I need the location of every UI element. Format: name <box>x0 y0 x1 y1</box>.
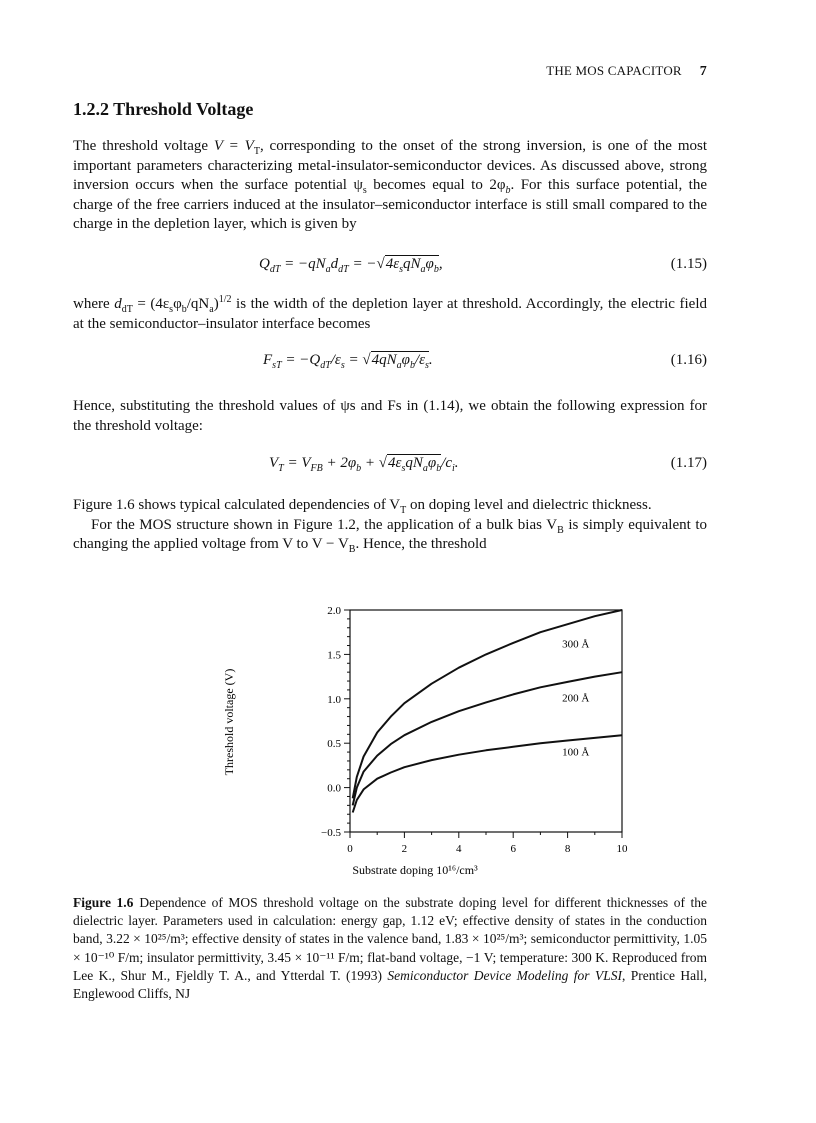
equation-number: (1.17) <box>670 455 707 471</box>
x-tick-label: 8 <box>564 843 571 855</box>
equation-1-16: $F_{sT} = -Q_{dT}/\varepsilon_s = √4qN_a\varphi_b/\varepsilon_s$. (1.16) <box>263 352 707 371</box>
x-tick-label: 10 <box>616 843 628 855</box>
paragraph-1: The threshold voltage $V = V_T$, corresponding to the onset of the strong inversion, is one of the most important parameters characterizing metal-insulator-semiconductor devices. As discussed above, strong inversion occurs when the surface potential $\psi_s$ becomes equal to $2\varphi_b$. For this surface potential, the charge of the free carriers induced at the insulator–semiconductor interface is still small compared to the charge in the depletion layer, which is given by <box>73 138 708 232</box>
x-tick-label: 0 <box>347 843 353 855</box>
series-label: 200 Å <box>562 692 590 705</box>
y-tick-label: 2.0 <box>327 605 341 617</box>
paragraph-3: Hence, substituting the threshold values of ψs and Fs in (1.14), we obtain the following expression for the threshold voltage: <box>73 398 707 434</box>
x-axis-label: Substrate doping 10¹⁶/cm³ <box>352 863 478 877</box>
paragraph-2: where $d_{dT} = (4\varepsilon_s\varphi_b/qN_a)^{1/2}$ is the width of the depletion layer at threshold. Accordingly, the electric field at the semiconductor–insulator interface becomes <box>73 294 708 332</box>
x-tick-label: 4 <box>456 843 462 855</box>
equation-1-15: $Q_{dT} = -qN_ad_{dT} = -√4\varepsilon_sqN_a\varphi_b$, (1.15) <box>259 256 707 275</box>
y-tick-label: 1.0 <box>327 693 341 706</box>
figure-caption: Figure 1.6 Dependence of MOS threshold voltage on the substrate doping level for different thicknesses of the dielectric layer. Parameters used in calculation: energy gap, 1.12 eV; effective density of states in the conduction band, 3.22 × 10²⁵/m³; effective density of states in the valence band, 1.83 × 10²⁵/m³; semiconductor permittivity, 1.05 × 10⁻¹⁰ F/m; insulator permittivity, 3.45 × 10⁻¹¹ F/m; flat-band voltage, −1 V; temperature: 300 K. Reproduced from Lee K., Shur M., Fjeldly T. A., and Ytterdal T. (1993) Semiconductor Device Modeling for VLSI, Prentice Hall, Englewood Cliffs, NJ <box>73 895 707 1002</box>
y-tick-label: 1.5 <box>327 649 341 662</box>
x-tick-label: 6 <box>510 843 516 855</box>
series-label: 100 Å <box>562 746 590 759</box>
running-head <box>546 63 707 80</box>
y-tick-label: −0.5 <box>321 827 341 839</box>
paragraph-4: Figure 1.6 shows typical calculated dependencies of $V_T$ on doping level and dielectric thickness. For the MOS structure shown in Figure 1.2, the application of a bulk bias $V_B$ is simply equivalent to changing the applied voltage from V to $V - V_B$. Hence, the threshold <box>73 497 707 555</box>
threshold-voltage-chart <box>213 598 628 883</box>
series-label: 300 Å <box>562 638 590 651</box>
y-axis-label: Threshold voltage (V) <box>222 668 236 776</box>
running-title: THE MOS CAPACITOR <box>546 63 682 78</box>
paragraph-5: For the MOS structure shown in Figure 1.2, the application of a bulk bias $V_B$ is simply equivalent to changing the applied voltage from V to $V - V_B$. Hence, the threshold <box>73 516 707 555</box>
x-tick-label: 2 <box>401 843 408 855</box>
equation-1-17: $V_T = V_{FB} + 2\varphi_b + √4\varepsilon_sqN_a\varphi_b/c_i$. (1.17) <box>269 455 707 474</box>
equation-number: (1.16) <box>670 352 707 368</box>
equation-number: (1.15) <box>670 256 707 272</box>
y-tick-label: 0.5 <box>327 738 341 751</box>
section-title: 1.2.2 Threshold Voltage <box>73 99 254 119</box>
y-tick-label: 0.0 <box>327 782 341 795</box>
page-number: 7 <box>699 64 707 79</box>
